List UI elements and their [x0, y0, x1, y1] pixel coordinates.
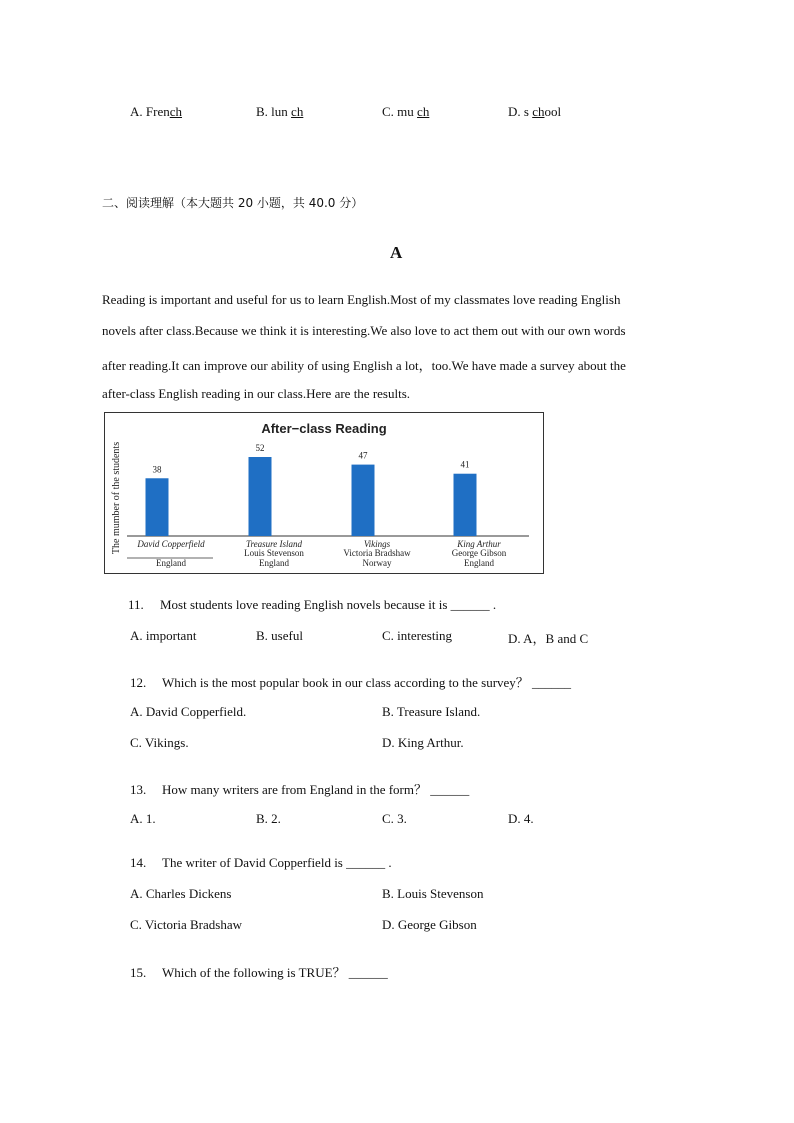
passage-line: after-class English reading in our class.Here are the results.	[102, 386, 411, 401]
q11-option-a: A. important	[130, 628, 197, 643]
q13-option-a: A. 1.	[130, 811, 156, 826]
passage-line: Reading is important and useful for us to learn English.Most of my classmates love reading English	[102, 292, 621, 307]
q11-option-b: B. useful	[256, 628, 303, 643]
q10-option-b: B. lun ch	[256, 104, 304, 119]
question-11: 11. Most students love reading English novels because it is ______ .	[128, 597, 497, 612]
q11-option-d: D. A，B and C	[508, 631, 589, 646]
category-label: David Copperfield	[137, 539, 205, 549]
data-label: 47	[358, 450, 368, 461]
q13-option-d: D. 4.	[508, 811, 534, 826]
q10-option-d: D. s chool	[508, 104, 562, 119]
q14-option-d: D. George Gibson	[382, 917, 477, 932]
q12-option-b: B. Treasure Island.	[382, 704, 481, 719]
data-label: 41	[460, 459, 470, 470]
q14-option-c: C. Victoria Bradshaw	[130, 917, 242, 932]
q10-option-c: C. mu ch	[382, 104, 430, 119]
country-label: England	[259, 558, 289, 568]
q12-option-a: A. David Copperfield.	[130, 704, 247, 719]
country-label: Norway	[362, 558, 392, 568]
category-label: Treasure Island	[245, 539, 303, 549]
bar-chart	[104, 412, 544, 574]
q14-option-b: B. Louis Stevenson	[382, 886, 484, 901]
writer-label: Louis Stevenson	[244, 548, 304, 558]
question-14: 14. The writer of David Copperfield is ______ .	[130, 855, 392, 870]
q11-option-c: C. interesting	[382, 628, 453, 643]
passage-heading: A	[390, 243, 403, 262]
q13-option-b: B. 2.	[256, 811, 281, 826]
q13-option-c: C. 3.	[382, 811, 407, 826]
writer-label: George Gibson	[451, 548, 507, 558]
country-label: England	[464, 558, 494, 568]
bar	[146, 478, 169, 536]
question-13: 13. How many writers are from England in the form？ ______	[130, 782, 470, 797]
data-label: 38	[152, 464, 162, 475]
data-label: 52	[255, 443, 265, 453]
category-label: Vikings	[363, 539, 391, 549]
bar	[352, 465, 375, 536]
q12-option-c: C. Vikings.	[130, 735, 189, 750]
q14-option-a: A. Charles Dickens	[130, 886, 232, 901]
q12-option-d: D. King Arthur.	[382, 735, 464, 750]
writer-label: Victoria Bradshaw	[343, 548, 411, 558]
bar	[249, 457, 272, 536]
category-label: King Arthur	[457, 539, 501, 549]
section-title: 二、阅读理解（本大题共 20 小题，共 40.0 分）	[102, 196, 364, 210]
question-15: 15. Which of the following is TRUE？ ______	[130, 965, 388, 980]
question-12: 12. Which is the most popular book in our class according to the survey？ ______	[130, 675, 572, 690]
chart-svg	[105, 413, 543, 573]
passage-line: novels after class.Because we think it is interesting.We also love to act them out with our own words	[102, 323, 626, 338]
bar	[454, 474, 477, 536]
passage-line: after reading.It can improve our ability of using English a lot，too.We have made a survey about the	[102, 358, 626, 373]
q10-option-a: A. French	[130, 104, 183, 119]
country-label: England	[156, 558, 186, 568]
chart-title: After−class Reading	[261, 421, 387, 436]
y-axis-label: The mumber of the students	[111, 441, 122, 555]
